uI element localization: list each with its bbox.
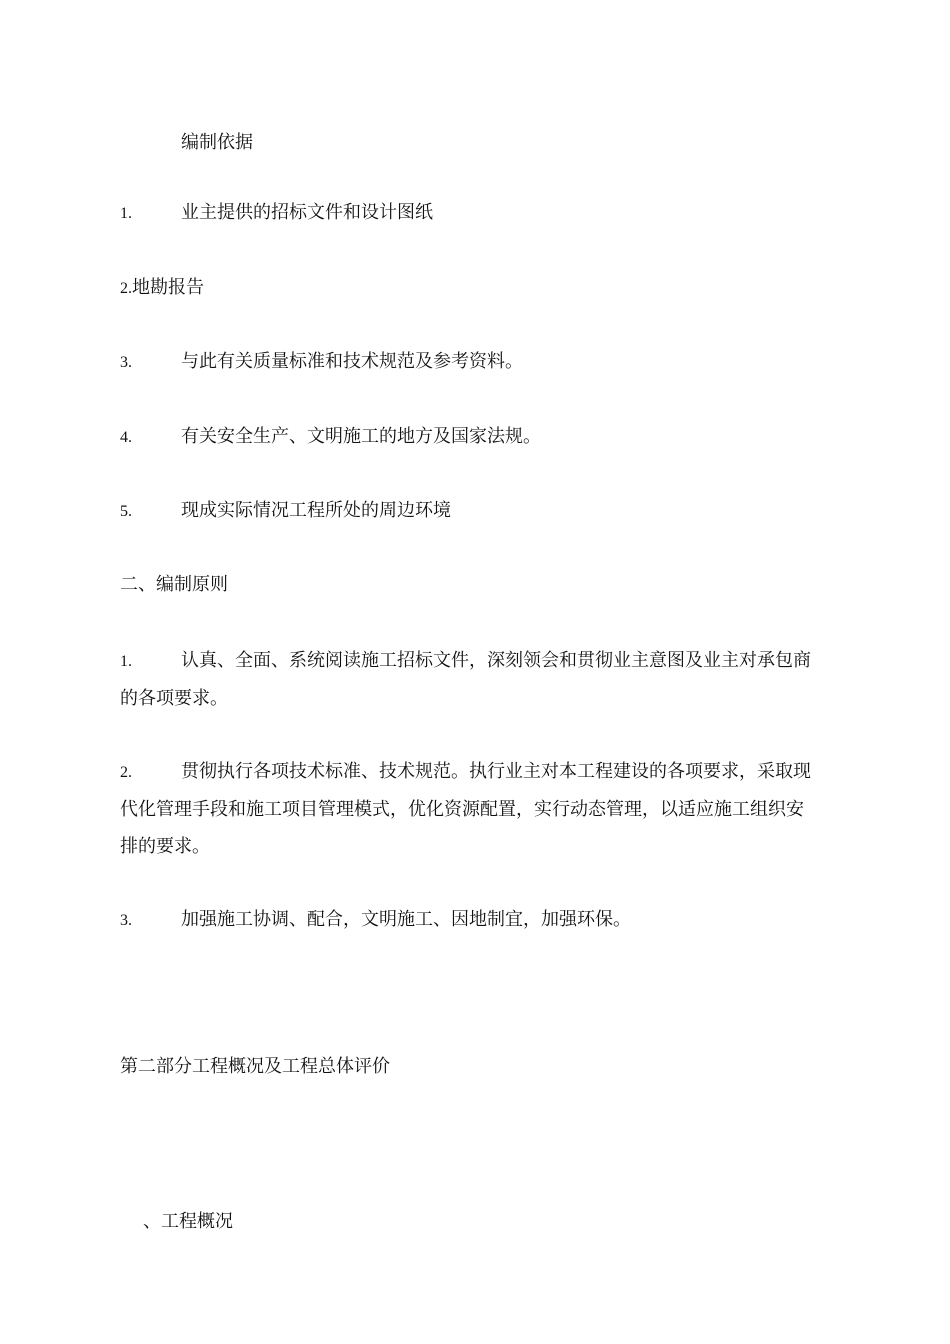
subsection-heading-overview: 、工程概况 xyxy=(143,1211,233,1232)
list-number: 1. xyxy=(120,205,132,222)
list-item xyxy=(120,276,204,301)
list-item xyxy=(120,201,433,226)
list-number: 3. xyxy=(120,912,132,929)
list-item xyxy=(120,908,631,933)
list-number: 1. xyxy=(120,653,132,670)
list-item xyxy=(120,425,541,450)
section-heading-basis: 编制依据 xyxy=(181,132,253,153)
list-text: 加强施工协调、配合，文明施工、因地制宜，加强环保。 xyxy=(181,909,631,930)
list-number: 2. xyxy=(120,764,132,781)
list-text: 有关安全生产、文明施工的地方及国家法规。 xyxy=(181,426,541,447)
list-text: 贯彻执行各项技术标准、技术规范。执行业主对本工程建设的各项要求，采取现代化管理手段和施工项目管理模式，优化资源配置，实行动态管理，以适应施工组织安排的要求。 xyxy=(120,761,811,857)
section-heading-principles: 二、编制原则 xyxy=(120,574,228,595)
list-item xyxy=(120,642,820,717)
list-item xyxy=(120,350,523,375)
list-number: 4. xyxy=(120,429,132,446)
part-title: 第二部分工程概况及工程总体评价 xyxy=(120,1056,390,1077)
list-item xyxy=(120,499,451,524)
list-text: 认真、全面、系统阅读施工招标文件，深刻领会和贯彻业主意图及业主对承包商的各项要求。 xyxy=(120,650,811,709)
list-text: 现成实际情况工程所处的周边环境 xyxy=(181,500,451,521)
list-text: 业主提供的招标文件和设计图纸 xyxy=(181,202,433,223)
list-number: 2. xyxy=(120,280,132,297)
list-text: 地勘报告 xyxy=(132,277,204,298)
list-number: 5. xyxy=(120,503,132,520)
list-number: 3. xyxy=(120,354,132,371)
list-text: 与此有关质量标准和技术规范及参考资料。 xyxy=(181,351,523,372)
list-item xyxy=(120,753,820,865)
